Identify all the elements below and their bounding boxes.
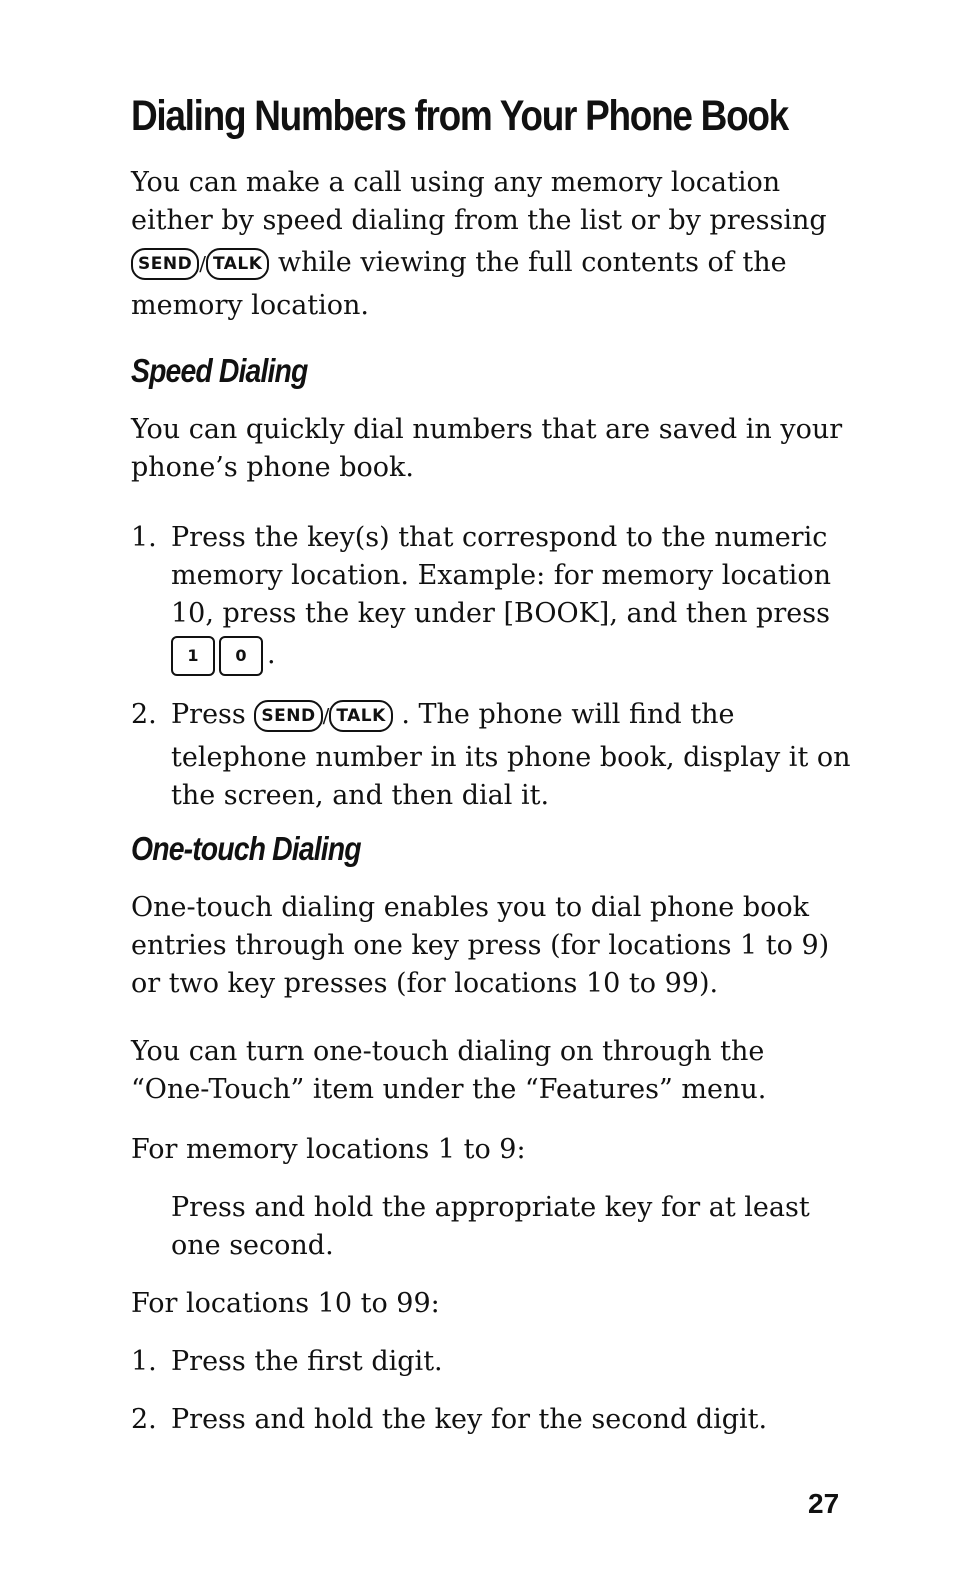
speed-step-2 [171,692,851,815]
intro-line: either by speed dialing from the list or by pressing [131,205,827,236]
step-end: . [267,639,276,670]
hold-instruction [171,1189,851,1265]
paragraph-line: You can turn one-touch dialing on through the [131,1036,765,1067]
step-line [171,692,851,739]
step-number: 2. [131,1404,157,1435]
page-number: 27 [808,1488,840,1519]
talk-key-icon: TALK [206,248,269,280]
step-number: 2. [131,699,157,730]
step-number: 1. [131,522,157,553]
page-title: Dialing Numbers from Your Phone Book [131,92,788,140]
paragraph-line: One-touch dialing enables you to dial phone book [131,892,809,923]
intro-line-text: while viewing the full contents of the [278,247,787,278]
onetouch-step-2: Press and hold the key for the second digit. [171,1404,768,1435]
send-key-icon: SEND [131,248,199,280]
onetouch-paragraph-2 [131,1033,851,1109]
section-heading-speed-dialing: Speed Dialing [131,352,308,389]
step-text: Press [171,699,246,730]
step-line: the screen, and then dial it. [171,779,550,811]
step-line: 10, press the key under [BOOK], and then press [171,598,830,629]
step-line [171,633,851,677]
paragraph-line: Press and hold the appropriate key for at least [171,1192,810,1223]
paragraph-line: one second. [171,1230,334,1261]
talk-key-icon: TALK [329,700,392,732]
paragraph-line: “One-Touch” item under the “Features” menu. [131,1074,767,1105]
onetouch-step-1: Press the first digit. [171,1346,443,1377]
speed-line: You can quickly dial numbers that are saved in your [131,414,843,445]
step-line: memory location. Example: for memory location [171,560,831,591]
intro-line [131,240,851,287]
step-number: 1. [131,1346,157,1377]
step-text: . The phone will find the [401,699,735,730]
key-separator: / [322,703,330,728]
onetouch-paragraph-1 [131,889,851,1003]
paragraph-line: entries through one key press (for locations 1 to 9) [131,930,830,961]
speed-step-1 [171,519,851,677]
speed-line: phone’s phone book. [131,452,414,483]
send-key-icon: SEND [254,700,322,732]
intro-line: You can make a call using any memory location [131,167,781,198]
digit-key-1-icon: 1 [171,636,215,676]
section-heading-one-touch-dialing: One-touch Dialing [131,830,361,867]
key-separator: / [199,251,206,276]
speed-paragraph [131,411,851,487]
step-line: telephone number in its phone book, display it on [171,741,851,773]
digit-key-0-icon: 0 [219,636,263,676]
locations-1-9-label: For memory locations 1 to 9: [131,1134,526,1165]
intro-line: memory location. [131,289,370,321]
locations-10-99-label: For locations 10 to 99: [131,1288,440,1319]
intro-paragraph [131,164,851,325]
paragraph-line: or two key presses (for locations 10 to 99). [131,968,719,999]
step-line: Press the key(s) that correspond to the numeric [171,522,828,553]
